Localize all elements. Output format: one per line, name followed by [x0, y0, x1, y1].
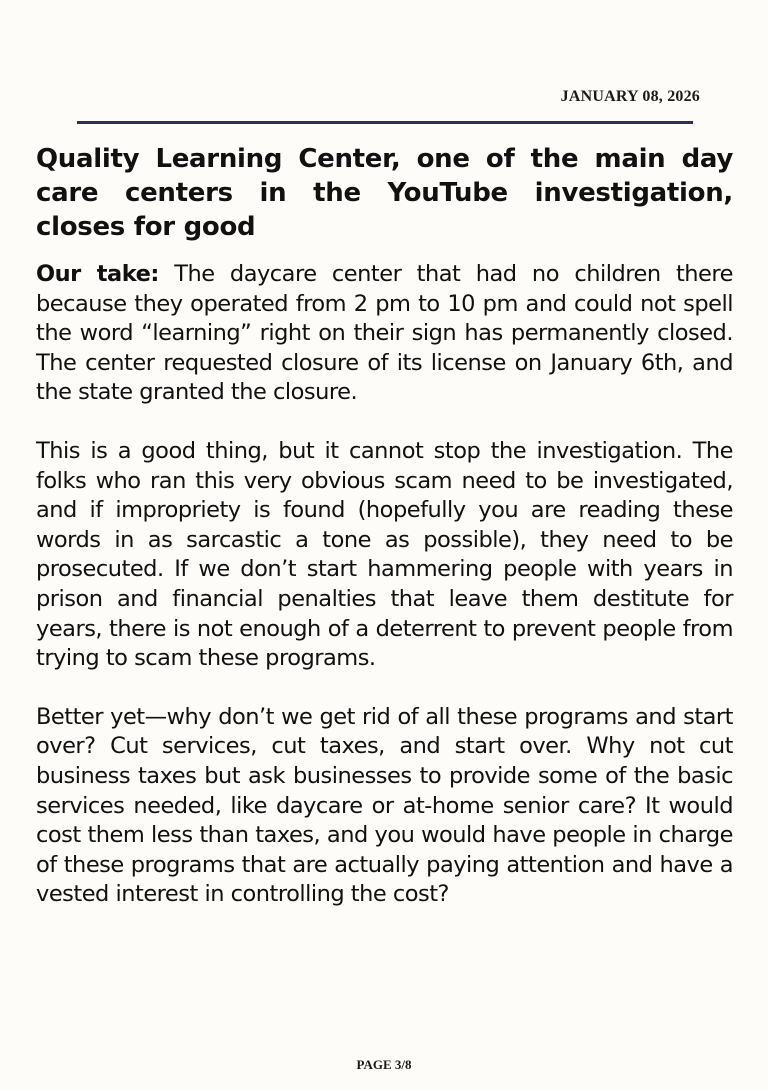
article-paragraph: [36, 260, 733, 408]
paragraph-lead: Our take:: [36, 261, 159, 287]
article: [36, 142, 733, 939]
paragraph-text: The daycare center that had no children there because they operated from 2 pm to 10 pm and could not spell the word “learning” right on their sign has permanently closed. The center requested closure of its license on January 6th, and the state granted the closure.: [36, 261, 733, 406]
page-number: PAGE 3/8: [356, 1057, 412, 1072]
article-paragraph: This is a good thing, but it cannot stop the investigation. The folks who ran this very obvious scam need to be investigated, and if impropriety is found (hopefully you are reading these words in as sarcastic a tone as possible), they need to be prosecuted. If we don’t start hammering people with years in prison and financial penalties that leave them destitute for years, there is not enough of a deterrent to prevent people from trying to scam these programs.: [36, 437, 733, 672]
issue-date: JANUARY 08, 2026: [560, 88, 700, 105]
article-headline: Quality Learning Center, one of the main day care centers in the YouTube investigation, closes for good: [36, 144, 733, 242]
article-paragraph: Better yet—why don’t we get rid of all these programs and start over? Cut services, cut taxes, and start over. Why not cut business taxes but ask businesses to provide some of the basic services needed, like daycare or at-home senior care? It would cost them less than taxes, and you would have people in charge of these programs that are actually paying attention and have a vested interest in controlling the cost?: [36, 703, 733, 908]
header-divider: [77, 121, 693, 124]
